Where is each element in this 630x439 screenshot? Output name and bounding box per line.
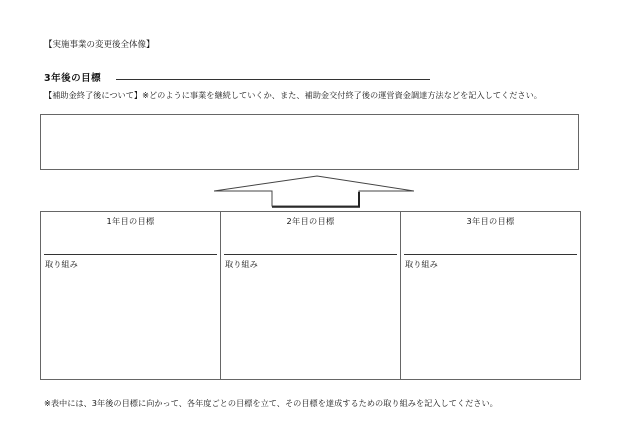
year-1-column — [41, 212, 221, 379]
year-2-goal-title: 2年目の目標 — [286, 216, 335, 226]
year-3-goal-entry-line[interactable] — [404, 254, 577, 255]
post-subsidy-entry-box[interactable] — [40, 114, 579, 170]
year-3-goal-title: 3年目の目標 — [466, 216, 515, 226]
three-year-goal-entry-line[interactable] — [116, 79, 430, 80]
year-2-actions-label: 取り組み — [225, 259, 258, 269]
year-1-actions-label: 取り組み — [45, 259, 78, 269]
document-heading: 【実施事業の変更後全体像】 — [44, 40, 155, 50]
yearly-goals-table — [40, 211, 581, 380]
year-2-goal-entry-line[interactable] — [224, 254, 397, 255]
year-3-column — [401, 212, 580, 379]
year-1-goal-title: 1年目の目標 — [106, 216, 155, 226]
table-footnote: ※表中には、3年後の目標に向かって、各年度ごとの目標を立て、その目標を達成するための取り組みを記入してください。 — [44, 398, 498, 408]
year-3-actions-label: 取り組み — [405, 259, 438, 269]
three-year-goal-title: 3年後の目標 — [44, 73, 102, 84]
year-1-goal-entry-line[interactable] — [44, 254, 217, 255]
up-arrow-icon — [214, 175, 414, 209]
post-subsidy-instruction: 【補助金終了後について】※どのように事業を継続していくか、また、補助金交付終了後の運営資金調達方法などを記入してください。 — [44, 90, 542, 100]
year-2-column — [221, 212, 401, 379]
